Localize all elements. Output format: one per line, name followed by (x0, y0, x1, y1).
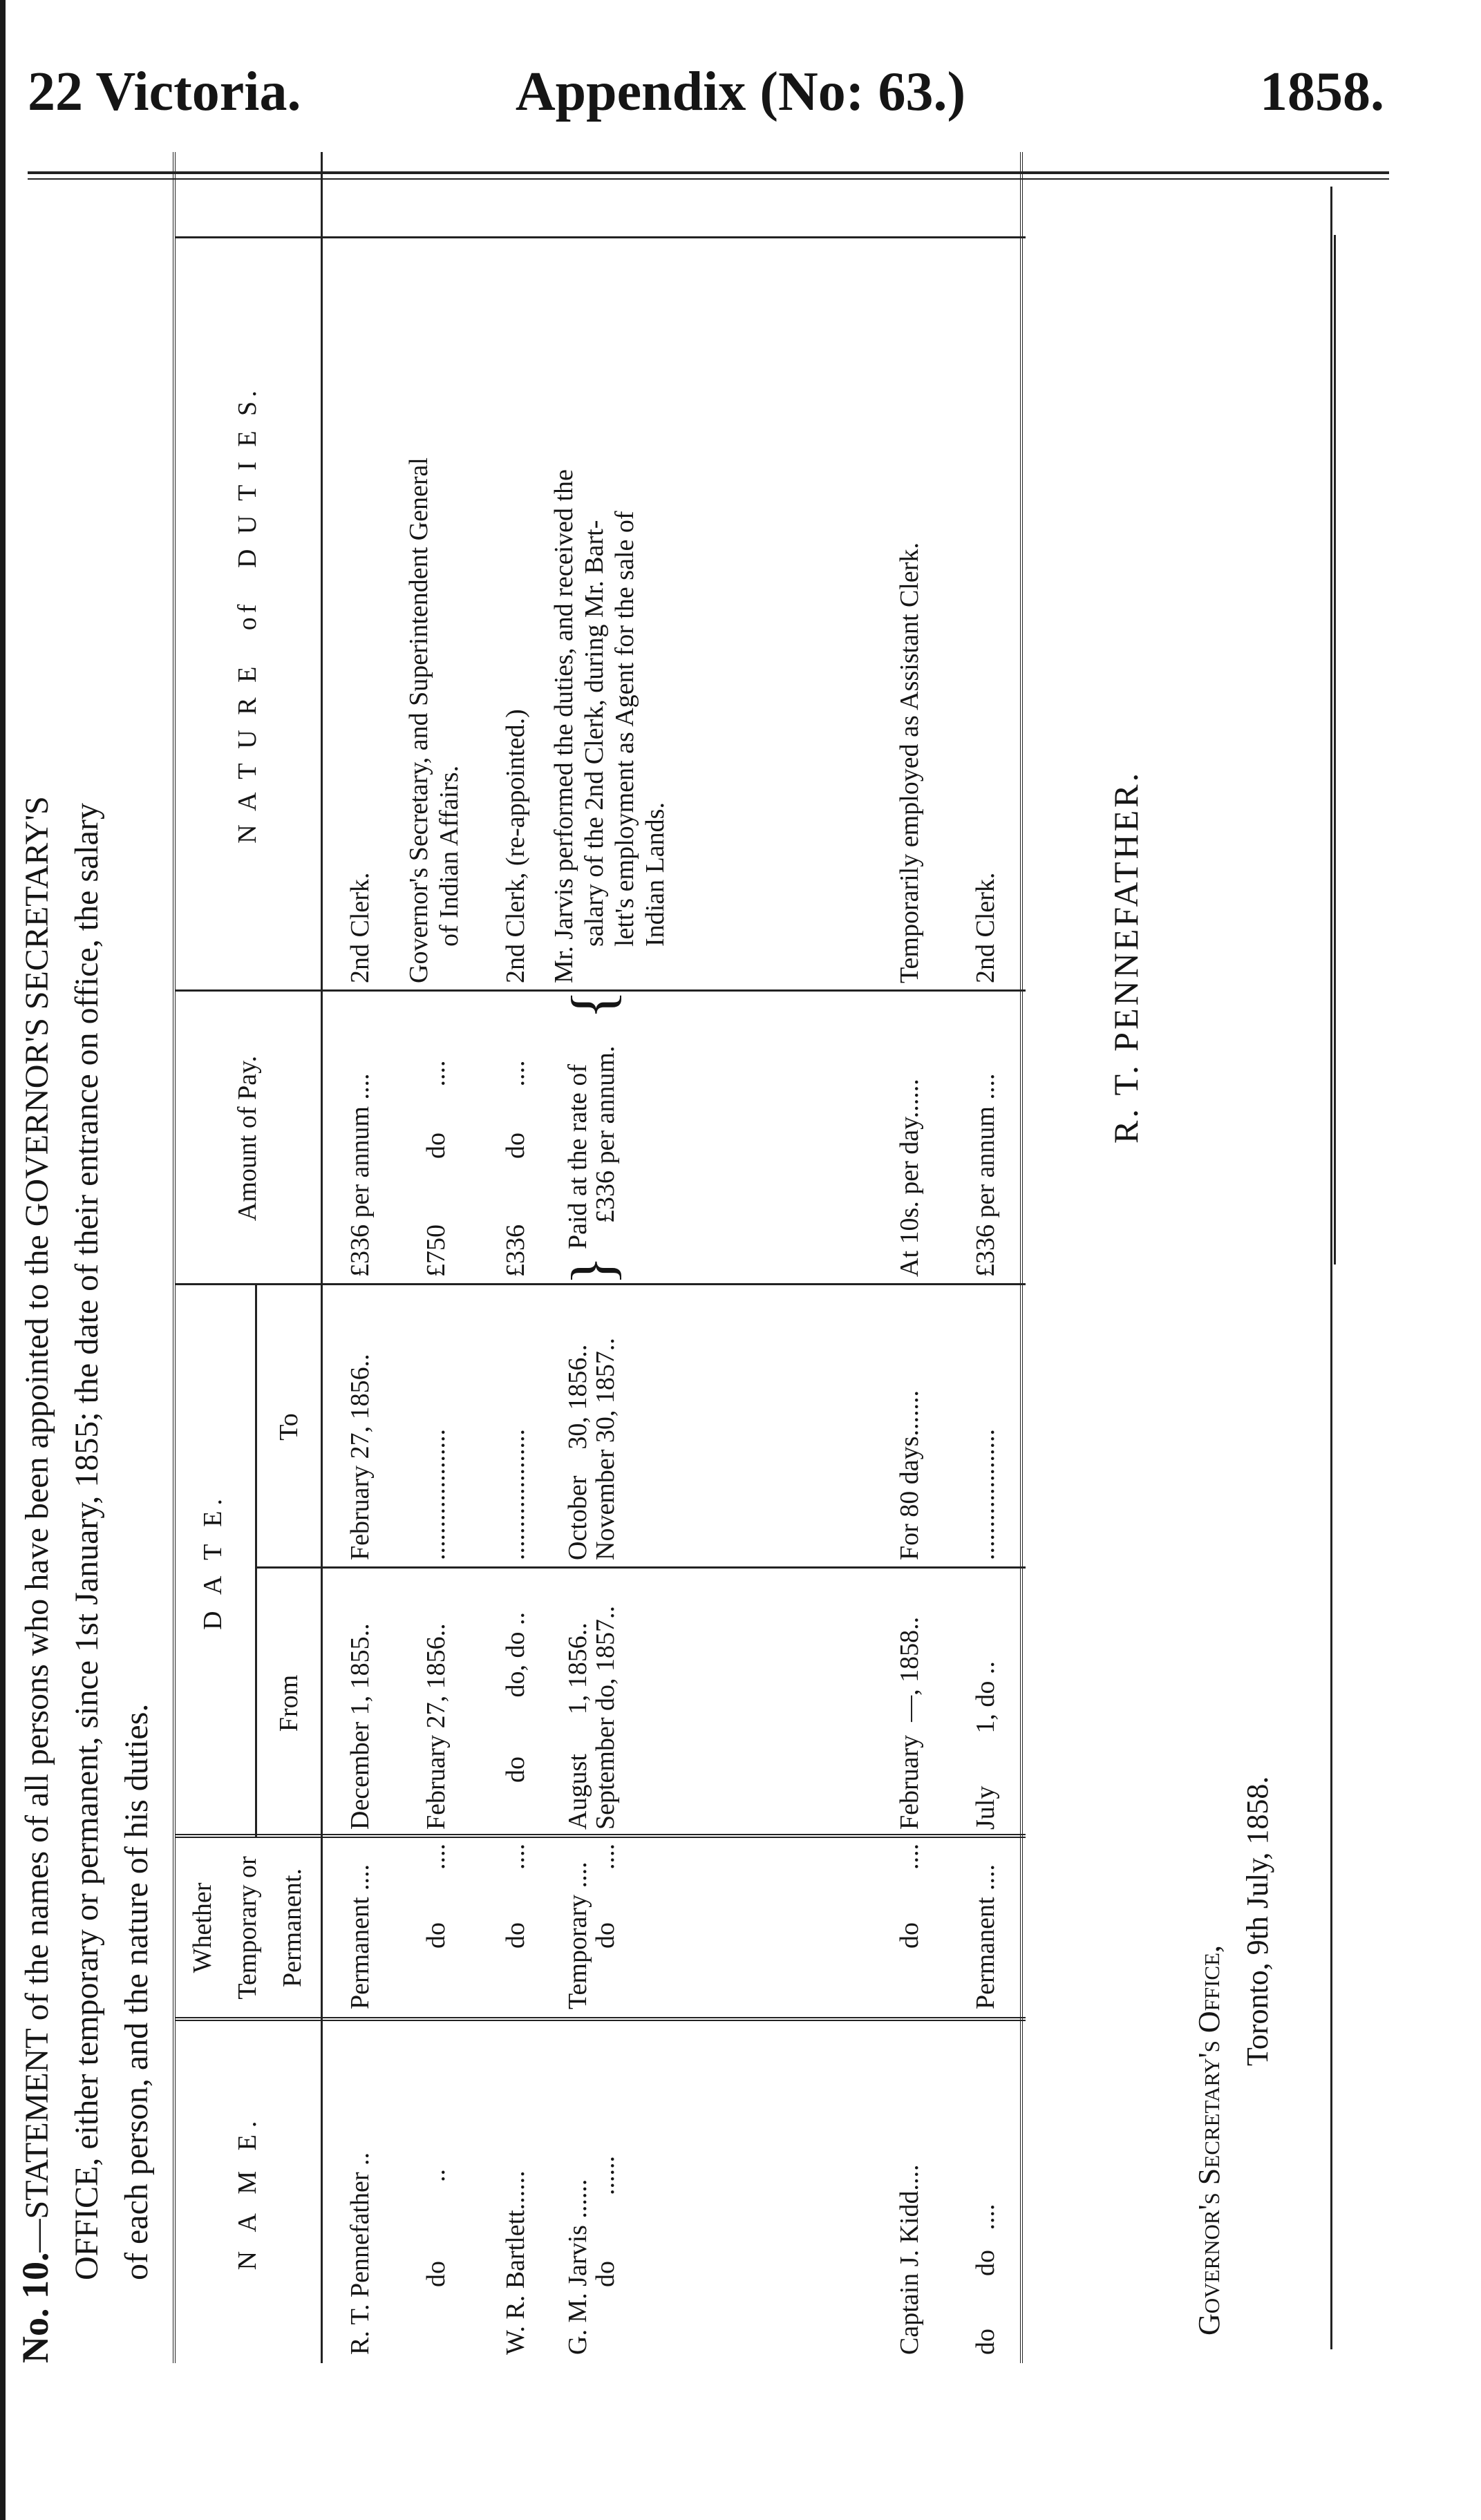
row3-status: do .... (501, 1844, 530, 1949)
row3-to: .................... (501, 1429, 530, 1560)
row1-to: February 27, 1856.. (346, 1354, 375, 1560)
office-line-1: Governor's Secretary's Office, (1192, 1944, 1226, 2336)
row3-name: W. R. Bartlett...... (501, 2170, 530, 2355)
row1-pay: £336 per annum .... (346, 1073, 375, 1277)
row4-duties-2: salary of the 2nd Clerk, during Mr. Bart- (580, 520, 609, 947)
title-line-3: of each person, and the nature of his duties. (118, 1703, 155, 2280)
row6-duties: 2nd Clerk. (971, 872, 1000, 983)
row4-name-2: do ...... (591, 2156, 620, 2287)
row5-to: For 80 days....... (895, 1390, 924, 1560)
row4-to-2: November 30, 1857.. (591, 1338, 620, 1560)
row5-status: do .... (895, 1844, 924, 1949)
row1-name: R. T. Pennefather .. (346, 2152, 375, 2355)
row4-to: October 30, 1856.. (563, 1344, 592, 1560)
row4-from: August 1, 1856.. (563, 1622, 592, 1830)
title-line-2: OFFICE, either temporary or permanent, since 1st January, 1855; the date of their entrance on office, the salary (68, 803, 105, 2280)
header-name: N A M E. (233, 2114, 262, 2271)
header-status-3: Permanent. (278, 1868, 307, 1988)
row5-pay: At 10s. per day...... (895, 1079, 924, 1277)
statement-title (10, 152, 162, 2363)
header-session: 22 Victoria. (28, 61, 301, 122)
row2-from: February 27, 1856.. (422, 1623, 451, 1830)
row2-pay: £750 do .... (422, 1060, 451, 1277)
statement-number: No. 10. (15, 2252, 56, 2363)
date-subheader-rule (255, 1285, 257, 1838)
header-status-2: Temporary or (233, 1856, 262, 2000)
row5-from: February —, 1858.. (895, 1616, 924, 1830)
row4-duties-3: lett's employment as Agent for the sale of (610, 511, 639, 947)
office-line-2: Toronto, 9th July, 1858. (1241, 1776, 1274, 2066)
row5-duties: Temporarily employed as Assistant Clerk. (895, 542, 924, 983)
title-line-1: No. 10.—STATEMENT of the names of all persons who have been appointed to the GOVERNOR'S SECRETARY'S (15, 796, 56, 2363)
header-to: To (274, 1413, 303, 1441)
row2-duties-2: of Indian Affairs. (435, 765, 464, 947)
staff-table (173, 152, 1023, 2363)
row6-status: Permanent .... (971, 1864, 1000, 2009)
col-divider-from (255, 1566, 1026, 1569)
row2-status: do .... (422, 1844, 451, 1949)
header-year: 1858. (1260, 61, 1384, 122)
row2-to: .................... (422, 1429, 451, 1560)
row5-name: Captain J. Kidd.... (895, 2164, 924, 2355)
row1-duties: 2nd Clerk. (346, 872, 375, 983)
header-bottom-rule (321, 152, 323, 2363)
row6-to: .................... (971, 1429, 1000, 1560)
header-appendix: Appendix (No: 63.) (515, 61, 966, 122)
row3-pay: £336 do .... (501, 1060, 530, 1277)
row1-status: Permanent .... (346, 1864, 375, 2009)
row1-from: December 1, 1855.. (346, 1623, 375, 1830)
row3-duties: 2nd Clerk, (re-appointed.) (501, 709, 530, 983)
row4-name: G. M. Jarvis ...... (563, 2179, 592, 2355)
row4-status: Temporary .... (563, 1861, 592, 2009)
signature: R. T. PENNEFATHER. (1106, 770, 1145, 1144)
row2-name: do .. (422, 2169, 451, 2287)
row4-pay-2: £336 per annum. (591, 1045, 620, 1223)
row6-name: do do .... (971, 2204, 1000, 2355)
row4-brace-right: { (560, 989, 627, 1019)
rotated-statement (0, 152, 1375, 2363)
col-divider-right (176, 236, 1026, 238)
row2-duties: Governor's Secretary, and Superintendent General (404, 457, 433, 983)
row4-duties: Mr. Jarvis performed the duties, and received the (549, 469, 578, 983)
table-side-rule (1330, 187, 1332, 2349)
bottom-border-rule (1334, 235, 1336, 1264)
row6-from: July 1, do .. (971, 1661, 1000, 1830)
row4-pay: Paid at the rate of (563, 1063, 592, 1249)
row4-status-2: do .... (591, 1844, 620, 1949)
header-date: D A T E. (198, 1493, 227, 1630)
header-pay: Amount of Pay. (233, 1055, 262, 1222)
header-status-1: Whether (188, 1882, 217, 1973)
row3-from: do do, do .. (501, 1612, 530, 1783)
row4-duties-4: Indian Lands. (641, 802, 670, 947)
row6-pay: £336 per annum .... (971, 1073, 1000, 1277)
row4-brace-left: } (560, 1256, 627, 1285)
header-from: From (274, 1674, 303, 1732)
header-duties: N A T U R E of D U T I E S. (233, 386, 262, 844)
row4-from-2: September do, 1857.. (591, 1605, 620, 1830)
